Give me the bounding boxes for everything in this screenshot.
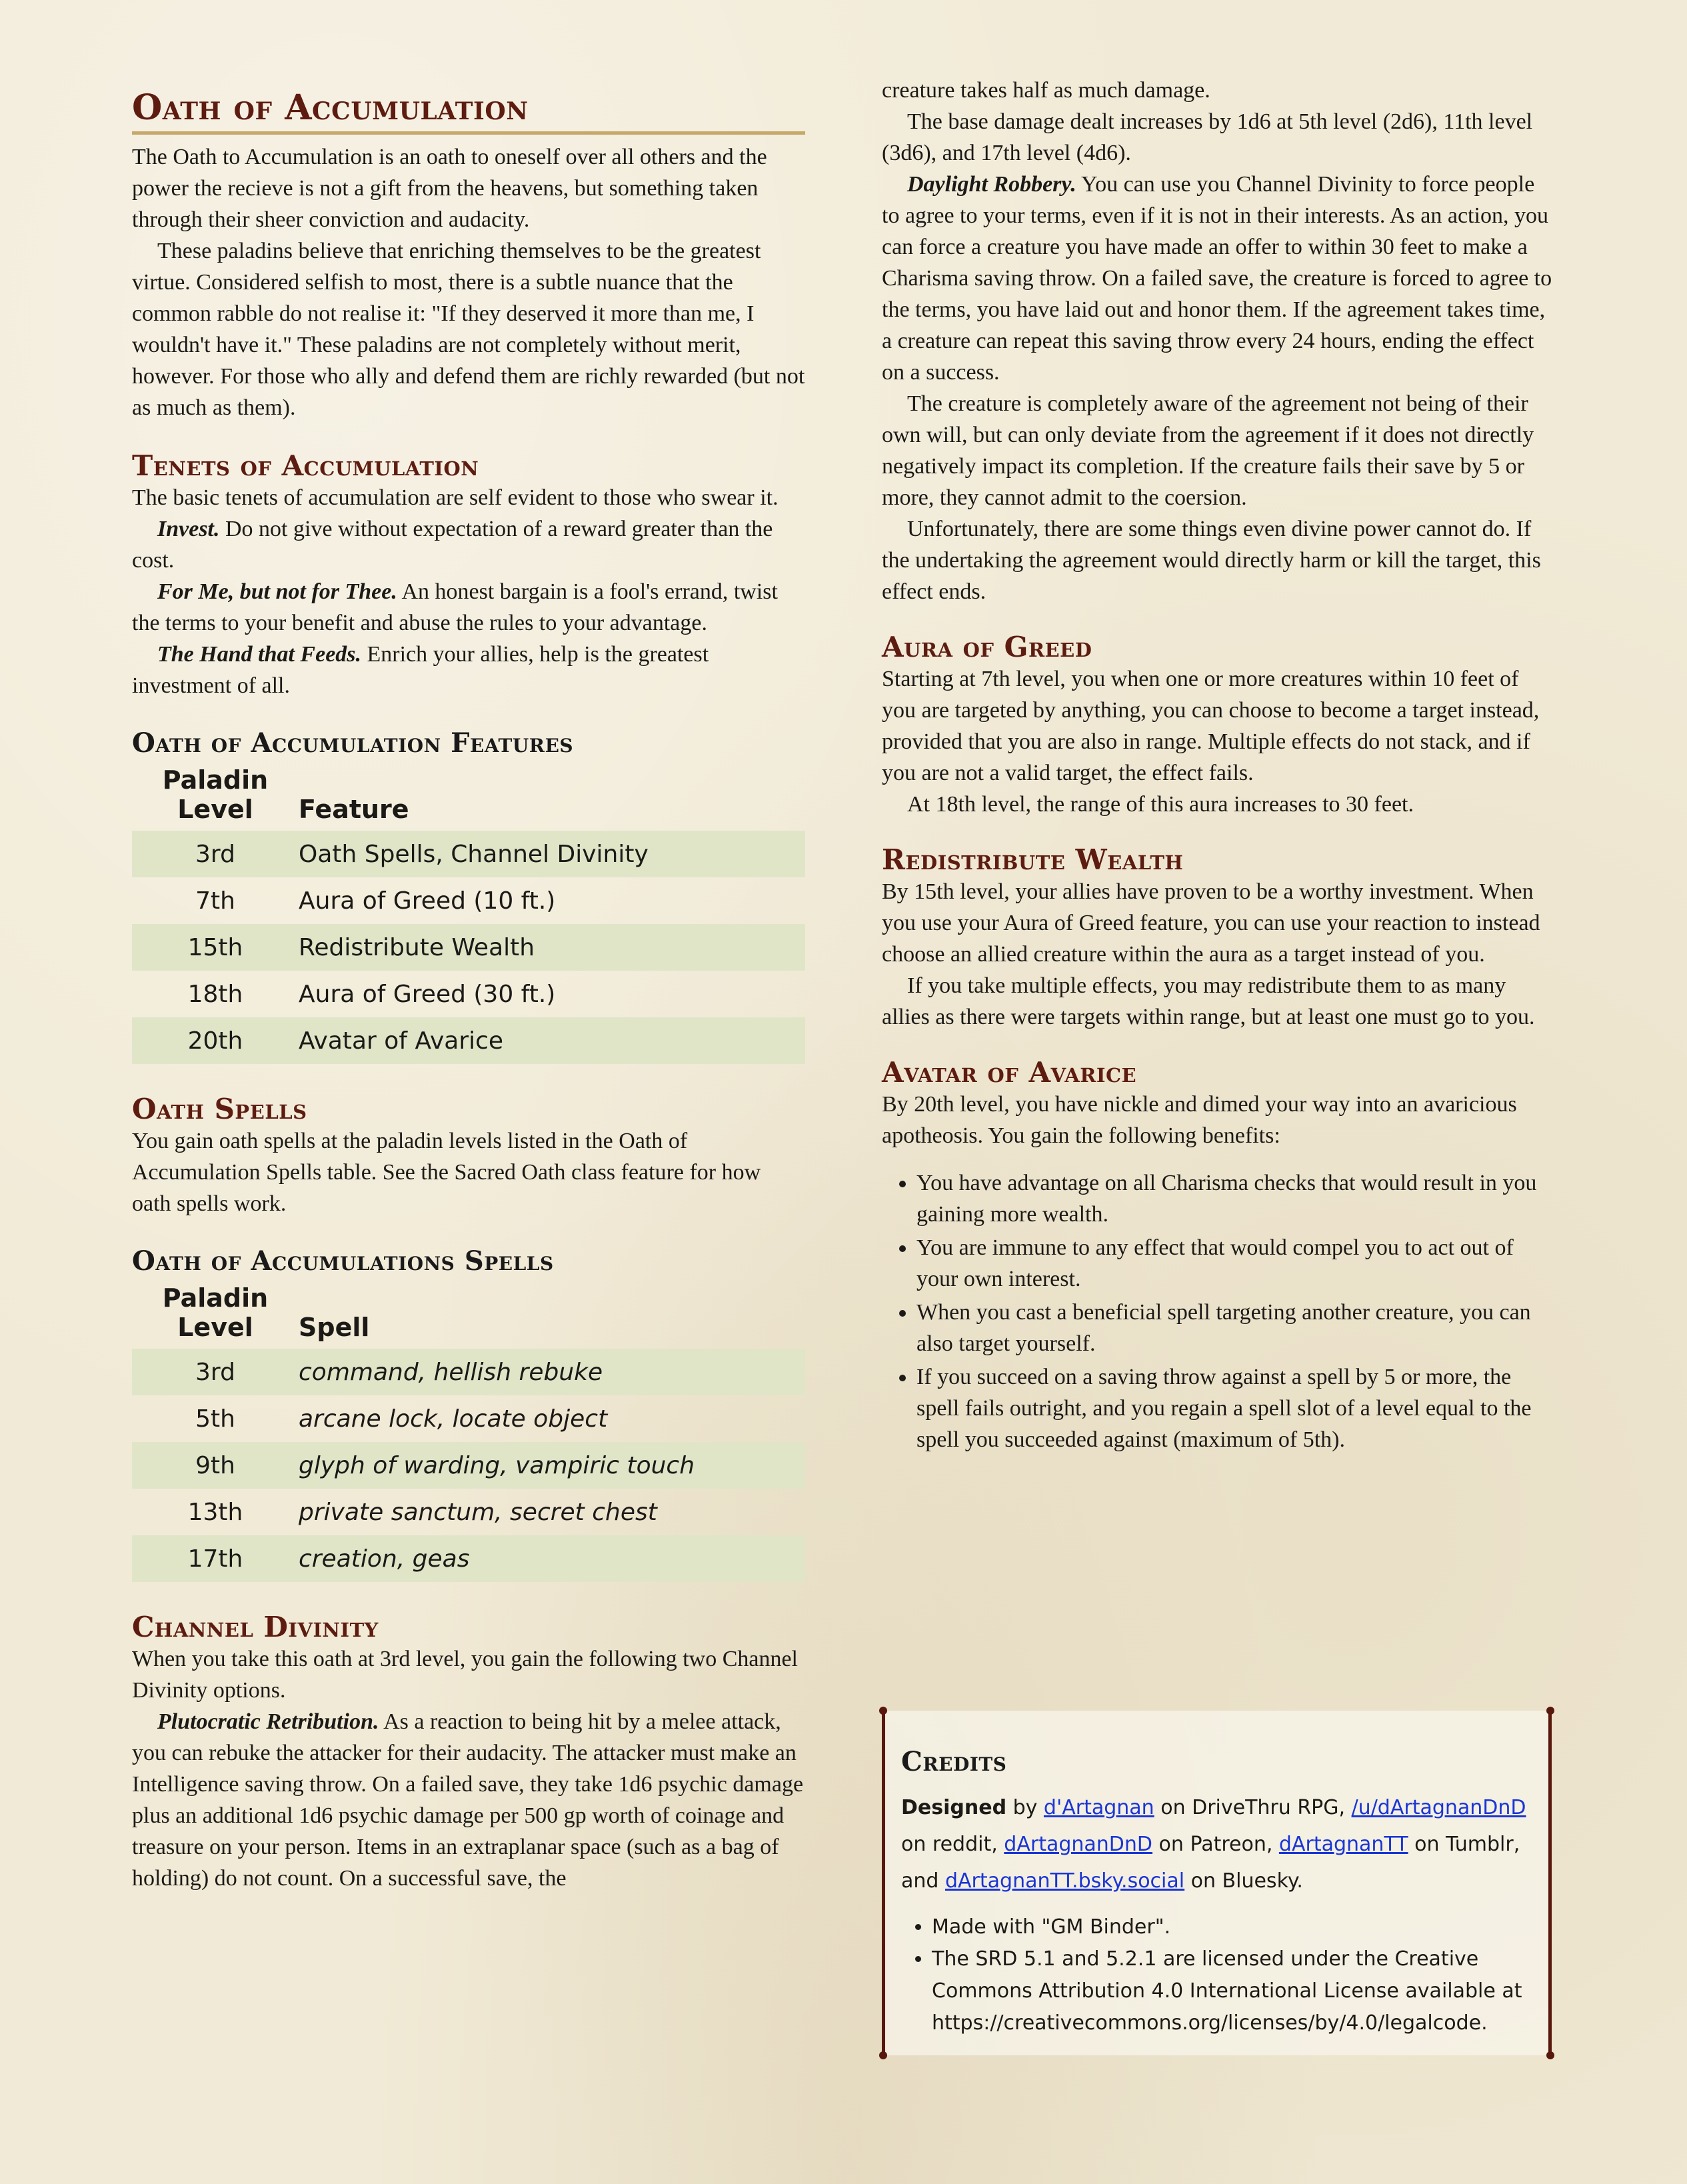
- tenet-text: Enrich your allies, help is the greatest investment of all.: [132, 642, 709, 698]
- corner-pin: [879, 1707, 887, 1715]
- avatar-of-avarice-heading: Avatar of Avarice: [882, 1056, 1137, 1089]
- tenet-for-me: [132, 576, 805, 639]
- spell-cell: glyph of warding, vampiric touch: [299, 1442, 805, 1489]
- feature-text: As a reaction to being hit by a melee attack, you can rebuke the attacker for their audacity. The attacker must make an Intelligence saving throw. On a failed save, they take 1d6 psychic damage plus an additional 1d6 psychic damage per 500 gp worth of coinage and treasure on your person. Items in an extraplanar space (such as a bag of holding) do not count. On a successful save, the: [132, 1709, 804, 1891]
- corner-pin: [879, 2051, 887, 2059]
- page-title: Oath of Accumulation: [132, 87, 529, 128]
- list-item: • The SRD 5.1 and 5.2.1 are licensed under the Creative Commons Attribution 4.0 International License available at https://creativecommons.org/licenses/by/4.0/legalcode.: [932, 1943, 1532, 2039]
- credits-box: [882, 1711, 1552, 2055]
- feature-cell: Oath Spells, Channel Divinity: [299, 831, 805, 877]
- list-item: • You are immune to any effect that would compel you to act out of your own interest.: [916, 1232, 1555, 1295]
- bluesky-link[interactable]: dArtagnanTT.bsky.social: [944, 1869, 1185, 1893]
- corner-pin: [1546, 1707, 1554, 1715]
- credits-text-part: on Tumblr, and: [901, 1833, 1520, 1893]
- redistribute-wealth-heading: Redistribute Wealth: [882, 843, 1184, 876]
- list-item: • If you succeed on a saving throw against a spell by 5 or more, the spell fails outright, and you regain a spell slot of a level equal to the spell you succeeded against (maximum of 5th).: [916, 1361, 1555, 1455]
- table-row: [132, 831, 805, 877]
- daylight-robbery: [882, 169, 1555, 388]
- features-table: [132, 765, 805, 1064]
- level-header-line-1: Paladin: [162, 1283, 269, 1313]
- table-row: [132, 924, 805, 971]
- plutocratic-retribution: [132, 1706, 805, 1894]
- intro-paragraph-1: The Oath to Accumulation is an oath to oneself over all others and the power the recieve is not a gift from the heavens, but something taken through their sheer conviction and audacity.: [132, 145, 767, 232]
- credits-text-part: on reddit,: [901, 1833, 1004, 1856]
- credits-heading: Credits: [901, 1746, 1007, 1777]
- level-header-line-2: Level: [177, 795, 253, 824]
- feature-cell: Avatar of Avarice: [299, 1017, 805, 1064]
- level-cell: 5th: [195, 1405, 235, 1433]
- level-cell: 13th: [187, 1498, 243, 1526]
- level-column-header: [132, 1283, 299, 1349]
- tenet-name: The Hand that Feeds.: [157, 642, 362, 667]
- table-row: [132, 1395, 805, 1442]
- feature-name: Daylight Robbery.: [907, 172, 1076, 197]
- spell-cell: arcane lock, locate object: [299, 1405, 608, 1433]
- plutocratic-continued: creature takes half as much damage.: [882, 78, 1210, 103]
- level-column-header: [132, 765, 299, 831]
- left-column: [132, 0, 805, 1894]
- feature-column-header: Feature: [299, 795, 409, 824]
- spells-table: [132, 1283, 805, 1582]
- aura-of-greed-range: At 18th level, the range of this aura increases to 30 feet.: [907, 792, 1414, 817]
- feature-name: Plutocratic Retribution.: [157, 1709, 379, 1734]
- aura-of-greed-text: Starting at 7th level, you when one or more creatures within 10 feet of you are targeted by anything, you can choose to become a target instead, provided that you are also in range. Multiple effects do not stack, and if you are not a valid target, the effect fails.: [882, 667, 1540, 785]
- level-cell: 20th: [132, 1017, 299, 1064]
- spell-column-header: Spell: [299, 1313, 370, 1342]
- channel-divinity-intro: When you take this oath at 3rd level, you gain the following two Channel Divinity options.: [132, 1647, 798, 1703]
- table-row: [132, 1017, 805, 1064]
- spell-cell: command, hellish rebuke: [299, 1349, 805, 1395]
- table-row: [132, 1442, 805, 1489]
- level-header-line-1: Paladin: [162, 765, 269, 795]
- credits-text-part: on DriveThru RPG,: [1154, 1796, 1352, 1819]
- redistribute-wealth-multiple: If you take multiple effects, you may redistribute them to as many allies as there were targets within range, but at least one must go to you.: [882, 973, 1535, 1029]
- tenets-heading: Tenets of Accumulation: [132, 449, 479, 482]
- tenet-hand: [132, 639, 805, 701]
- table-row: [132, 877, 805, 924]
- credits-list: [901, 1911, 1532, 2039]
- title-rule: [132, 131, 805, 135]
- table-row: [132, 971, 805, 1017]
- corner-pin: [1546, 2051, 1554, 2059]
- feature-cell: Aura of Greed (10 ft.): [299, 887, 556, 915]
- spell-cell: creation, geas: [299, 1535, 805, 1582]
- oath-spells-text: You gain oath spells at the paladin levels listed in the Oath of Accumulation Spells table. See the Sacred Oath class feature for how oath spells work.: [132, 1129, 761, 1216]
- right-column: [882, 0, 1555, 1457]
- channel-divinity-heading: Channel Divinity: [132, 1611, 379, 1643]
- feature-text: You can use you Channel Divinity to force people to agree to your terms, even if it is not in their interests. As an action, you can force a creature you have made an offer to within 30 feet to make a Charisma saving throw. On a failed save, the creature is forced to agree to the terms, you have laid out and honor them. If the agreement takes time, a creature can repeat this saving throw every 24 hours, ending the effect on a success.: [882, 172, 1552, 385]
- tenet-name: Invest.: [157, 517, 220, 541]
- daylight-aware: The creature is completely aware of the agreement not being of their own will, but can only deviate from the agreement if it does not directly negatively impact its completion. If the creature fails their save by 5 or more, they cannot admit to the coersion.: [882, 391, 1534, 510]
- credits-text-part: on Bluesky.: [1184, 1869, 1303, 1893]
- avatar-benefits-list: [882, 1167, 1555, 1455]
- tenet-invest: [132, 513, 805, 576]
- feature-cell: Redistribute Wealth: [299, 924, 805, 971]
- aura-of-greed-heading: Aura of Greed: [882, 631, 1092, 663]
- list-item: • Made with "GM Binder".: [932, 1911, 1532, 1943]
- intro-paragraph-2: These paladins believe that enriching themselves to be the greatest virtue. Considered selfish to most, there is a subtle nuance that the common rabble do not realise it: "If they deserved it more than me, I wouldn't have it." These paladins are not completely without merit, however. For those who ally and defend them are richly rewarded (but not as much as them).: [132, 239, 805, 420]
- damage-scaling: The base damage dealt increases by 1d6 at 5th level (2d6), 11th level (3d6), and 17th level (4d6).: [882, 109, 1533, 165]
- level-cell: 7th: [195, 887, 235, 915]
- level-cell: 3rd: [132, 1349, 299, 1395]
- level-header-line-2: Level: [177, 1313, 253, 1342]
- designed-label: Designed: [901, 1796, 1007, 1819]
- table-header-row: [132, 1283, 805, 1349]
- credits-text-part: by: [1006, 1796, 1044, 1819]
- redistribute-wealth-text: By 15th level, your allies have proven to be a worthy investment. When you use your Aura of Greed feature, you can use your reaction to instead choose an allied creature within the aura as a target instead of you.: [882, 879, 1540, 967]
- level-cell: 3rd: [132, 831, 299, 877]
- avatar-of-avarice-intro: By 20th level, you have nickle and dimed your way into an avaricious apotheosis. You gain the following benefits:: [882, 1092, 1517, 1148]
- level-cell: 17th: [132, 1535, 299, 1582]
- spells-table-heading: Oath of Accumulations Spells: [132, 1245, 554, 1277]
- drivethru-link[interactable]: d'Artagnan: [1043, 1796, 1154, 1819]
- credits-text: [901, 1789, 1532, 1899]
- tenet-name: For Me, but not for Thee.: [157, 579, 397, 604]
- spell-cell: private sanctum, secret chest: [299, 1498, 657, 1526]
- level-cell: 18th: [187, 980, 243, 1008]
- tenet-text: Do not give without expectation of a reward greater than the cost.: [132, 517, 773, 573]
- credits-text-part: on Patreon,: [1152, 1833, 1279, 1856]
- table-row: [132, 1349, 805, 1395]
- reddit-link[interactable]: /u/dArtagnanDnD: [1351, 1796, 1526, 1819]
- list-item: • You have advantage on all Charisma checks that would result in you gaining more wealth.: [916, 1167, 1555, 1230]
- features-table-heading: Oath of Accumulation Features: [132, 727, 574, 759]
- feature-cell: Aura of Greed (30 ft.): [299, 980, 556, 1008]
- table-header-row: [132, 765, 805, 831]
- level-cell: 15th: [132, 924, 299, 971]
- daylight-limits: Unfortunately, there are some things even divine power cannot do. If the undertaking the agreement would directly harm or kill the target, this effect ends.: [882, 517, 1541, 604]
- table-row: [132, 1535, 805, 1582]
- level-cell: 9th: [132, 1442, 299, 1489]
- tenets-intro: The basic tenets of accumulation are self evident to those who swear it.: [132, 485, 779, 510]
- patreon-link[interactable]: dArtagnanDnD: [1004, 1833, 1153, 1856]
- list-item: • When you cast a beneficial spell targeting another creature, you can also target yourself.: [916, 1297, 1555, 1359]
- tumblr-link[interactable]: dArtagnanTT: [1278, 1833, 1408, 1856]
- oath-spells-heading: Oath Spells: [132, 1093, 307, 1125]
- tenet-text: An honest bargain is a fool's errand, twist the terms to your benefit and abuse the rules to your advantage.: [132, 579, 778, 635]
- table-row: [132, 1489, 805, 1535]
